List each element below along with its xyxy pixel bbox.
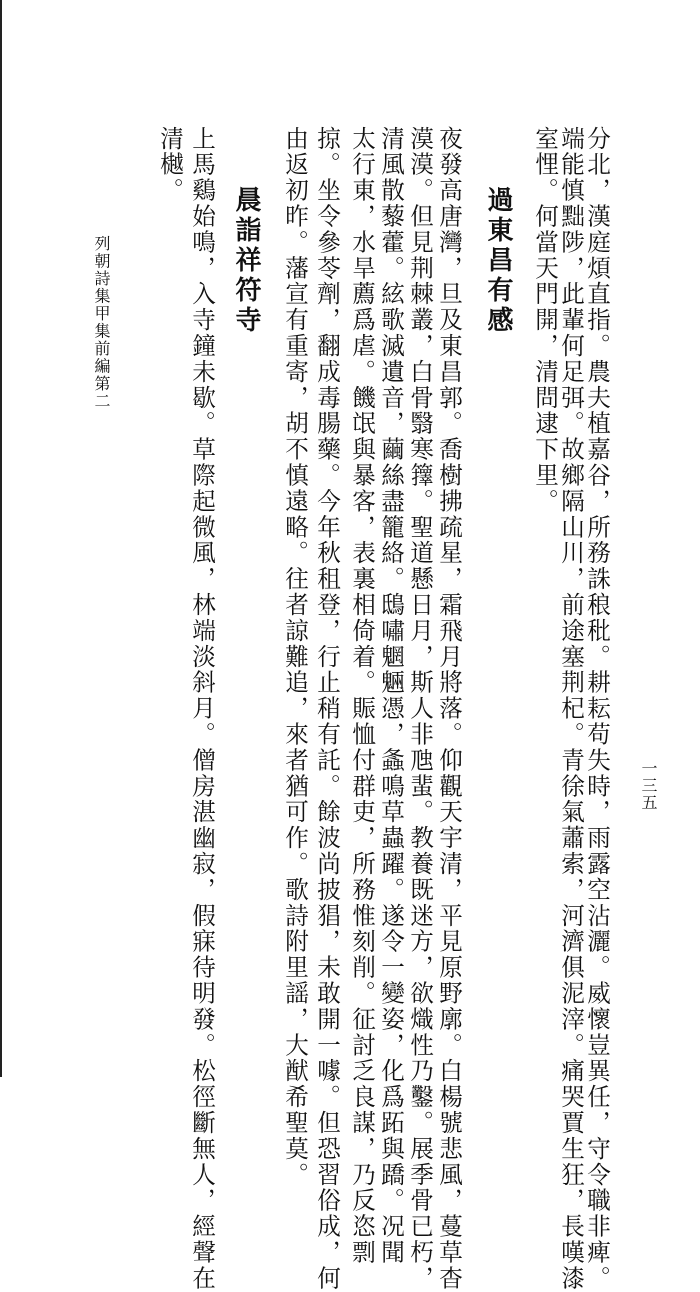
text-column: 清樾。 [156,126,184,204]
text-column: 端能慎黜陟，此輩何足弭。故鄉隔山川，前途塞荆杞。青徐氣蕭索，河濟俱泥滓。痛哭賈生狂，長嘆漆 [557,126,585,1292]
text-column: 漠漠。但見荆棘叢，白骨翳寒籜。聖道懸日月，斯人非虺蜚。教養既迷方，欲熾性乃鑿。展季骨已朽， [406,126,434,1292]
text-column: 掠。坐令參苓劑，翻成毒腸藥。今年秋租登，行止稍有託。餘波尚披猖，未敢開一噱。但恐習俗成，何 [313,126,341,1292]
text-column: 夜發高唐灣，旦及東昌郭。喬樹拂疏星，霜飛月將落。仰觀天宇清，平見原野廓。白楊號悲風，蔓草杳 [435,126,463,1292]
page-number: 一三五 [639,760,658,811]
text-column: 由返初昨。藩宣有重寄，胡不慎遠略。往者諒難追，來者猶可作。歌詩附里謡，大猷希聖莫。 [281,126,309,1188]
poem-title: 晨詣祥符寺 [231,186,261,336]
text-column: 室悝。何當天門開，清問逮下里。 [531,126,559,515]
text-column: 上馬鷄始鳴，入寺鐘未歇。草際起微風，林端淡斜月。僧房湛幽寂，假寐待明發。松徑斷無人，經聲在 [188,126,216,1292]
running-head: 列朝詩集甲集前編第二 [92,235,111,410]
poem-title: 過東昌有感 [483,186,513,336]
text-column: 清風散藜藿。絃歌滅遺音，繭絲盡籠絡。鴟嘯魍魎憑，螽鳴草蟲躍。遂令一變姿，化爲跖與蹻。况聞 [377,126,405,1266]
text-column: 太行東，水旱薦爲虐。饑氓與暴客，表裏相倚着。賑恤付群吏，所務惟刻削。征討乏良謀，乃反恣剽 [348,126,376,1266]
text-column: 分北，漢庭煩直指。農夫植嘉谷，所務誅稂秕。耕耘苟失時，雨露空沾灑。威懷豈異任，守令職非痺。 [583,126,611,1292]
